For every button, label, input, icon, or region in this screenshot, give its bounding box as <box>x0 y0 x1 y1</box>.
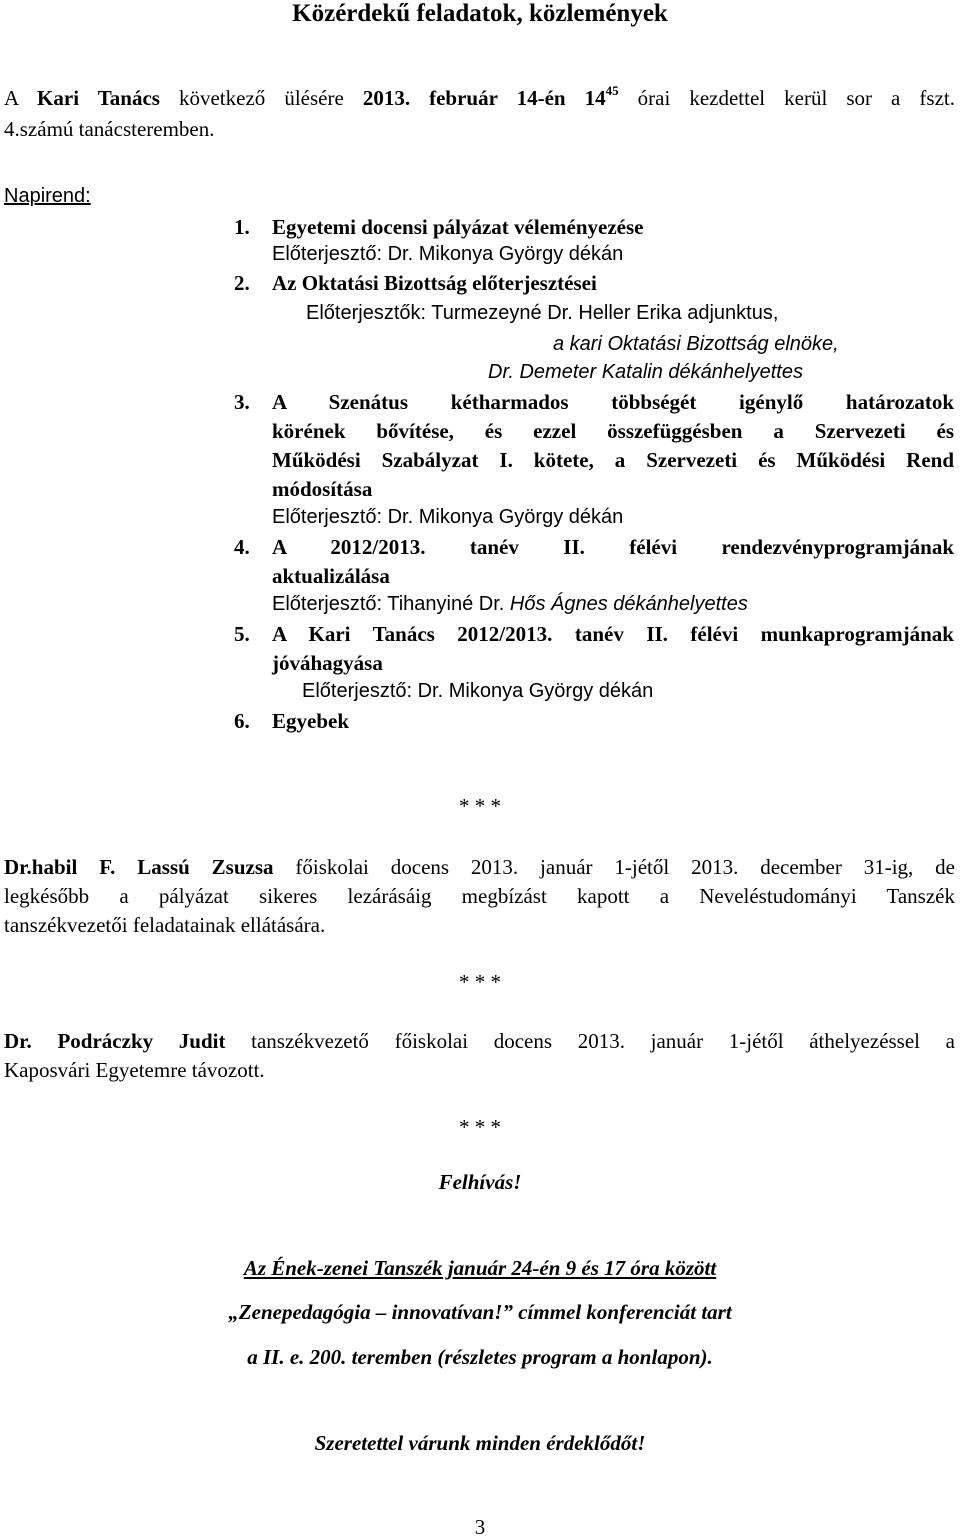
notice-text: tanszékvezető főiskolai docens 2013. január 1-jétől áthelyezéssel a <box>225 1029 955 1053</box>
agenda-label: Napirend: <box>4 185 91 207</box>
meeting-room: 4.számú tanácsteremben. <box>4 117 215 141</box>
agenda-item-number: 5. <box>234 622 250 646</box>
agenda-item-1: Egyetemi docensi pályázat véleményezése <box>272 215 644 239</box>
meeting-date: 2013. február 14-én 14 <box>362 86 606 110</box>
agenda-item-2: Az Oktatási Bizottság előterjesztései <box>272 271 597 295</box>
intro-text: A <box>4 86 38 110</box>
notice-1-line-3: tanszékvezetői feladatainak ellátására. <box>4 913 326 937</box>
agenda-item-3-presenter: Előterjesztő: Dr. Mikonya György dékán <box>272 506 624 528</box>
kari-tanacs: Kari Tanács <box>37 86 160 110</box>
agenda-item-6: Egyebek <box>272 709 350 733</box>
agenda-item-2-presenter-2: Dr. Demeter Katalin dékánhelyettes <box>488 361 803 383</box>
agenda-item-3-line: körének bővítése, és ezzel összefüggésben a Szervezeti és <box>272 419 954 443</box>
agenda-item-number: 3. <box>234 390 250 414</box>
notice-text: főiskolai docens 2013. január 1-jétől 2013. december 31-ig, de <box>273 855 955 879</box>
agenda-item-number: 1. <box>234 215 250 239</box>
agenda-item-number: 6. <box>234 709 250 733</box>
notice-1-line-2: legkésőbb a pályázat sikeres lezárásáig megbízást kapott a Neveléstudományi Tanszék <box>4 884 955 908</box>
agenda-item-5-line: jóváhagyása <box>272 651 383 675</box>
notice-2-line-2: Kaposvári Egyetemre távozott. <box>4 1058 265 1082</box>
page-number: 3 <box>474 1515 486 1539</box>
agenda-item-3-line: A Szenátus kétharmados többségét igénylő határozatok <box>272 390 954 414</box>
agenda-item-number: 4. <box>234 535 250 559</box>
agenda-item-4-line: aktualizálása <box>272 564 390 588</box>
callout-line-1: Az Ének-zenei Tanszék január 24-én 9 és 17 óra között <box>243 1256 717 1280</box>
meeting-minutes: 45 <box>605 83 619 98</box>
agenda-item-5-line: A Kari Tanács 2012/2013. tanév II. félévi munkaprogramjának <box>272 622 954 646</box>
callout-line-3: a II. e. 200. teremben (részletes program a honlapon). <box>247 1345 713 1369</box>
presenter-prefix: Előterjesztő: Tihanyiné Dr. <box>272 593 510 615</box>
agenda-item-5-presenter: Előterjesztő: Dr. Mikonya György dékán <box>302 680 654 702</box>
separator: * * * <box>459 970 501 994</box>
agenda-item-1-presenter: Előterjesztő: Dr. Mikonya György dékán <box>272 243 624 265</box>
agenda-item-2-presenter <box>306 302 778 325</box>
notice-2-line-1 <box>4 1029 955 1054</box>
page-title: Közérdekű feladatok, közlemények <box>292 0 668 27</box>
person-name: Dr. Podráczky Judit <box>4 1029 226 1053</box>
person-name: Dr.habil F. Lassú Zsuzsa <box>4 855 274 879</box>
meeting-announcement <box>4 83 955 111</box>
separator: * * * <box>459 794 501 818</box>
agenda-item-4-line: A 2012/2013. tanév II. félévi rendezvényprogramjának <box>272 535 954 559</box>
callout-closing: Szeretettel várunk minden érdeklődőt! <box>314 1431 646 1455</box>
agenda-item-3-line: Működési Szabályzat I. kötete, a Szervezeti és Működési Rend <box>272 448 954 472</box>
agenda-item-3-line: módosítása <box>272 477 373 501</box>
notice-1-line-1 <box>4 855 955 880</box>
intro-text: következő ülésére <box>159 86 363 110</box>
intro-text: órai kezdettel kerül sor a fszt. <box>618 86 955 110</box>
callout-heading: Felhívás! <box>438 1170 522 1194</box>
callout-line-2: „Zenepedagógia – innovatívan!” címmel konferenciát tart <box>228 1300 732 1324</box>
presenter-name: Hős Ágnes dékánhelyettes <box>509 593 748 615</box>
presenter-line: Előterjesztők: Turmezeyné Dr. Heller Erika adjunktus, <box>306 302 779 324</box>
agenda-item-2-presenter-role: a kari Oktatási Bizottság elnöke, <box>553 333 839 355</box>
agenda-item-number: 2. <box>234 271 250 295</box>
agenda-item-4-presenter <box>272 593 748 616</box>
separator: * * * <box>459 1115 501 1139</box>
